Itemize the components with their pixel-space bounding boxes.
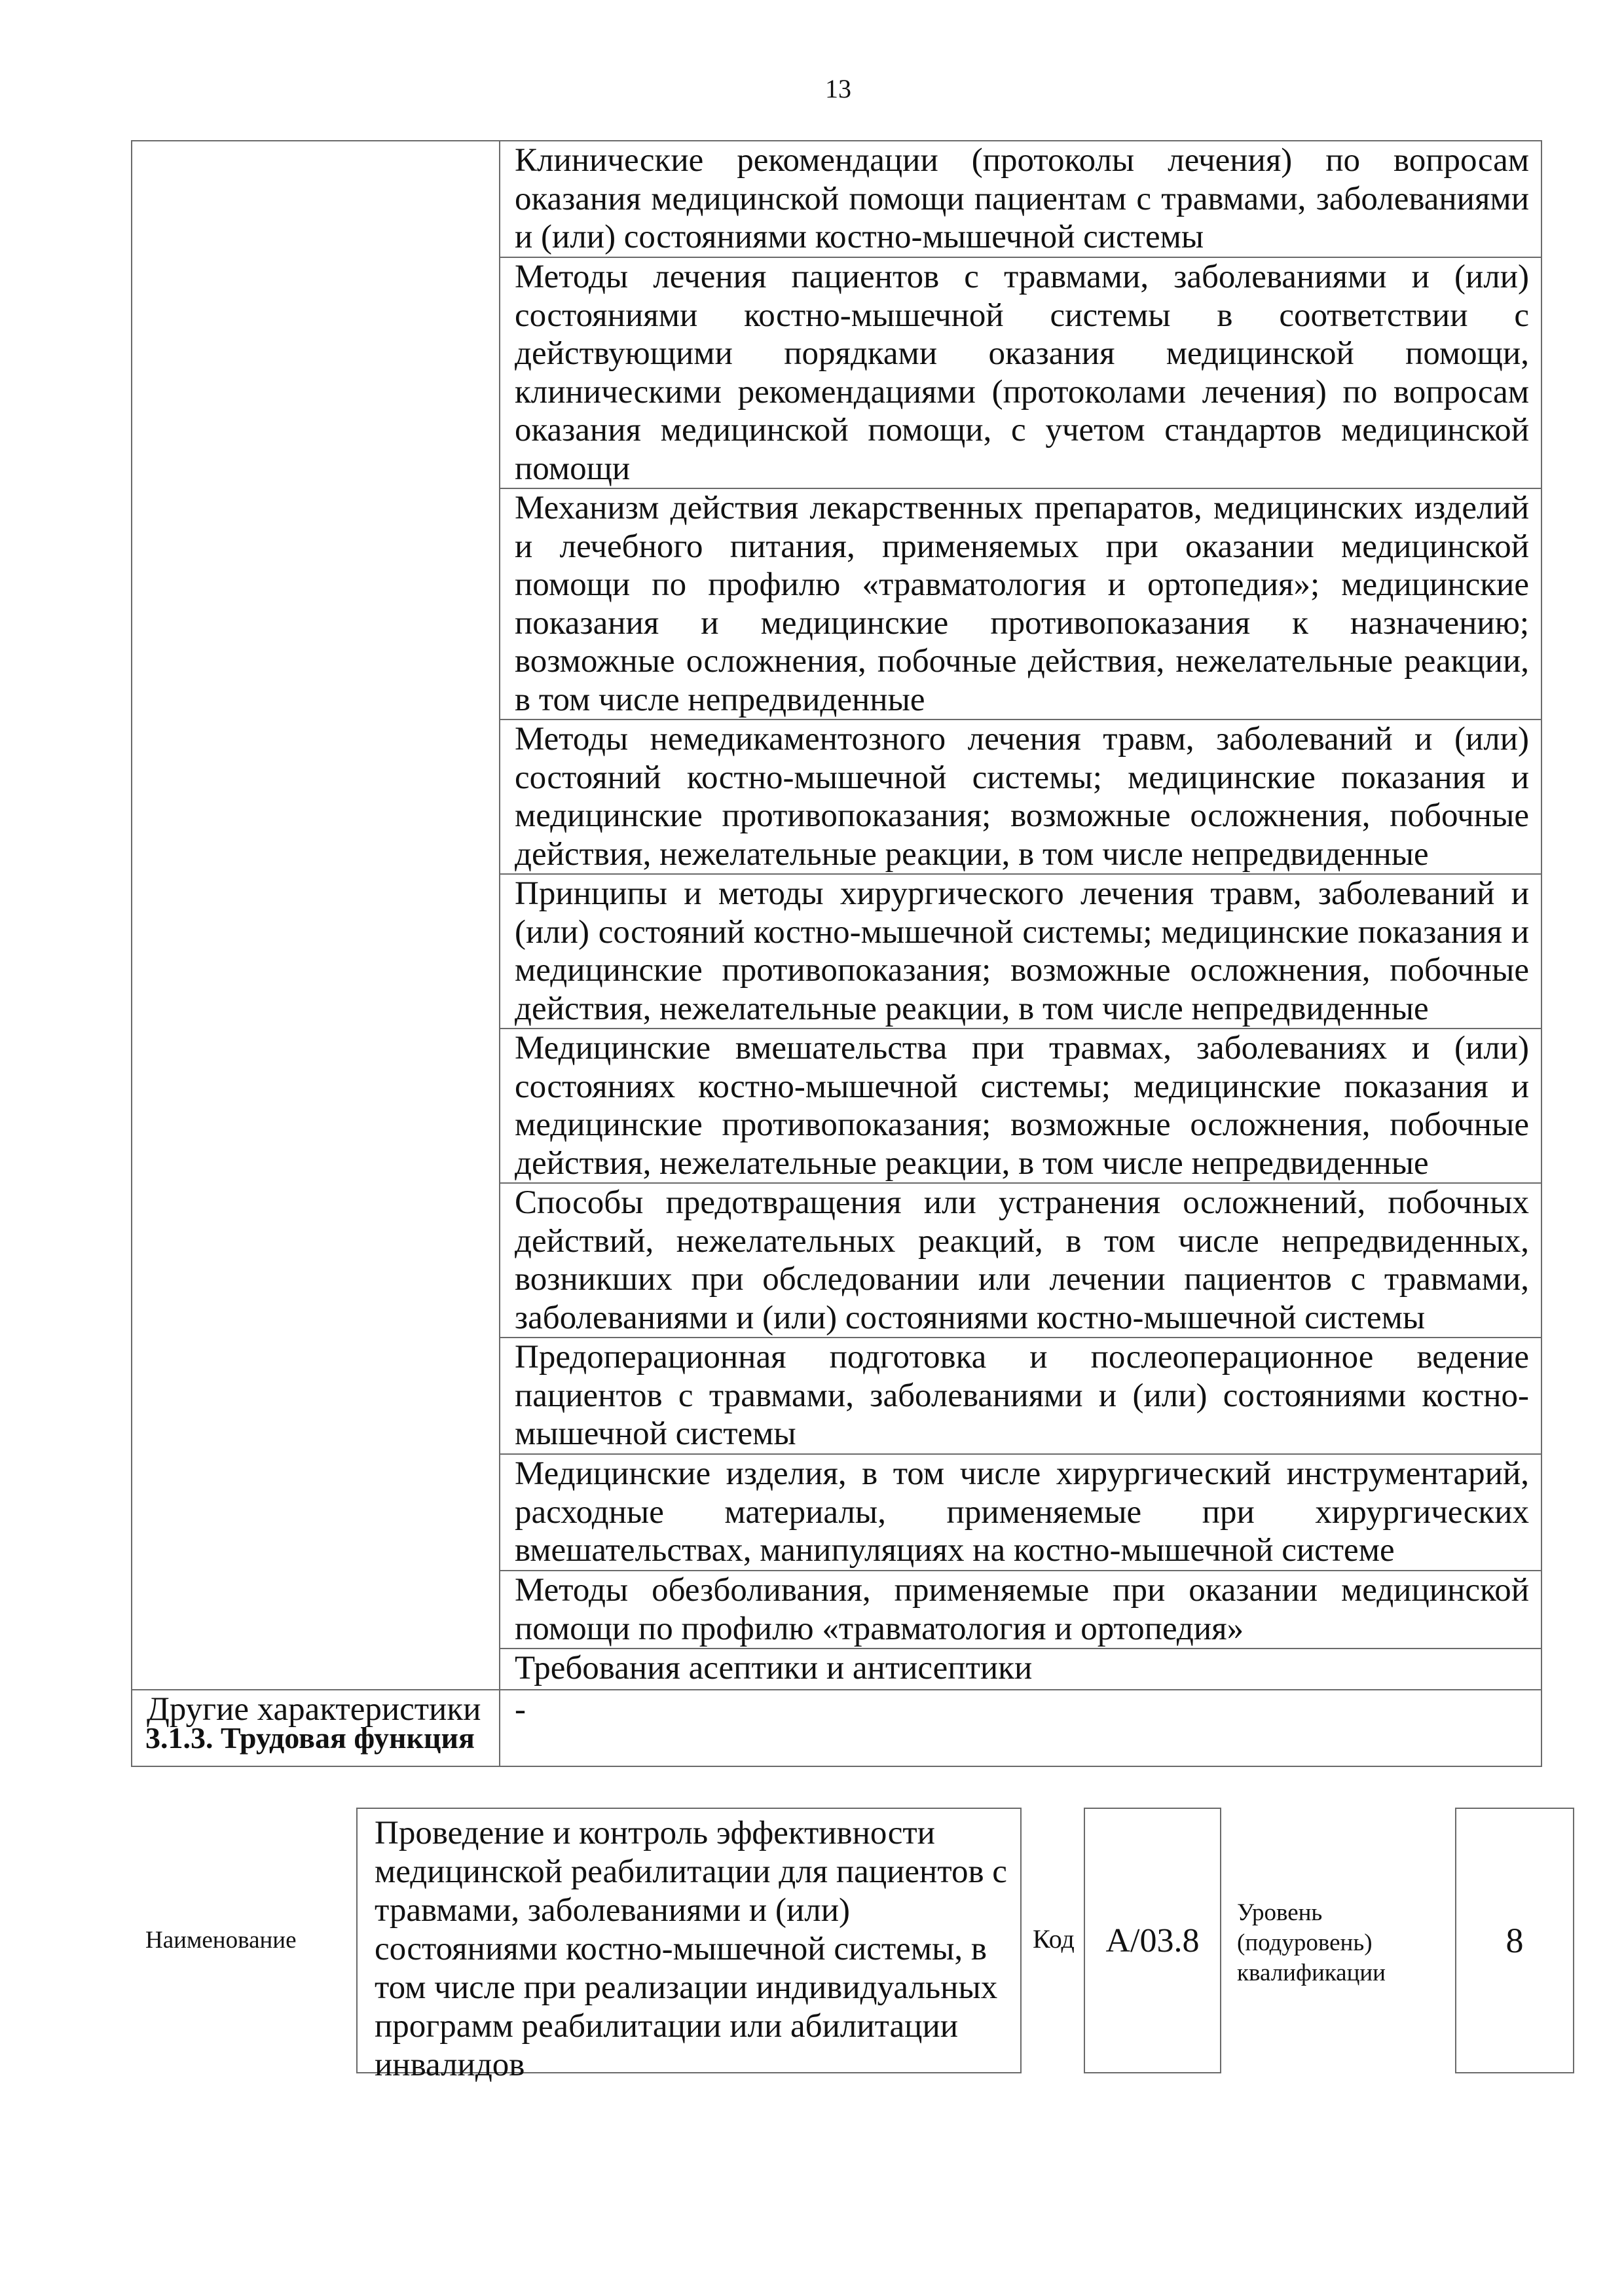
empty-cell [132, 1649, 500, 1690]
knowledge-cell: Медицинские вмешательства при травмах, заболеваниях и (или) состояниях костно-мышечной системы; медицинские показания и медицинские противопоказания; возможные осложнения, побочные действия, нежелательные реакции, в том числе непредвиденные [500, 1029, 1541, 1183]
table-row [132, 257, 1541, 488]
table-row [132, 1183, 1541, 1338]
table-row [132, 720, 1541, 874]
knowledge-cell: Предоперационная подготовка и послеоперационное ведение пациентов с травмами, заболеваниями и (или) состояниями костно-мышечной системы [500, 1338, 1541, 1454]
other-characteristics-label: Другие характеристики [132, 1690, 500, 1766]
table-row [132, 874, 1541, 1029]
table-row [132, 488, 1541, 720]
code-value-box: A/03.8 [1084, 1808, 1221, 2073]
code-label: Код [1033, 1924, 1075, 1954]
page-number: 13 [825, 74, 851, 103]
knowledge-cell: Медицинские изделия, в том числе хирургический инструментарий, расходные материалы, применяемые при хирургических вмешательствах, манипуляциях на костно-мышечной системе [500, 1454, 1541, 1571]
knowledge-cell: Требования асептики и антисептики [500, 1649, 1541, 1690]
table-row [132, 1029, 1541, 1183]
empty-cell [132, 720, 500, 874]
table-row [132, 1571, 1541, 1649]
other-characteristics-value: - [500, 1690, 1541, 1766]
section-heading: 3.1.3. Трудовая функция [145, 1721, 475, 1755]
knowledge-cell: Методы немедикаментозного лечения травм, заболеваний и (или) состояний костно-мышечной системы; медицинские показания и медицинские противопоказания; возможные осложнения, побочные действия, нежелательные реакции, в том числе непредвиденные [500, 720, 1541, 874]
empty-cell [132, 874, 500, 1029]
knowledge-cell: Принципы и методы хирургического лечения травм, заболеваний и (или) состояний костно-мышечной системы; медицинские показания и медицинские противопоказания; возможные осложнения, побочные действия, нежелательные реакции, в том числе непредвиденные [500, 874, 1541, 1029]
empty-cell [132, 488, 500, 720]
table-row [132, 141, 1541, 257]
qualification-level-box: 8 [1455, 1808, 1574, 2073]
knowledge-cell: Методы обезболивания, применяемые при оказании медицинской помощи по профилю «травматология и ортопедия» [500, 1571, 1541, 1649]
knowledge-cell: Механизм действия лекарственных препаратов, медицинских изделий и лечебного питания, применяемых при оказании медицинской помощи по профилю «травматология и ортопедия»; медицинские показания и медицинские противопоказания к назначению; возможные осложнения, побочные действия, нежелательные реакции, в том числе непредвиденные [500, 488, 1541, 720]
empty-cell [132, 1454, 500, 1571]
knowledge-cell: Методы лечения пациентов с травмами, заболеваниями и (или) состояниями костно-мышечной системы в соответствии с действующими порядками оказания медицинской помощи, клиническими рекомендациями (протоколами лечения) по вопросам оказания медицинской помощи, с учетом стандартов медицинской помощи [500, 257, 1541, 488]
empty-cell [132, 1183, 500, 1338]
empty-cell [132, 1029, 500, 1183]
table-row [132, 1649, 1541, 1690]
knowledge-cell: Клинические рекомендации (протоколы лечения) по вопросам оказания медицинской помощи пациентам с травмами, заболеваниями и (или) состояниями костно-мышечной системы [500, 141, 1541, 257]
function-name-box: Проведение и контроль эффективности медицинской реабилитации для пациентов с травмами, заболеваниями и (или) состояниями костно-мышечной системы, в том числе при реализации индивидуальных программ реабилитации или абилитации инвалидов [356, 1808, 1022, 2073]
table-row [132, 1338, 1541, 1454]
empty-cell [132, 141, 500, 257]
qualification-level-label: Уровень (подуровень) квалификации [1237, 1899, 1386, 1986]
knowledge-cell: Способы предотвращения или устранения осложнений, побочных действий, нежелательных реакций, в том числе непредвиденных, возникших при обследовании или лечении пациентов с травмами, заболеваниями и (или) состояниями костно-мышечной системы [500, 1183, 1541, 1338]
table-row [132, 1454, 1541, 1571]
knowledge-table [131, 140, 1542, 1767]
empty-cell [132, 1338, 500, 1454]
empty-cell [132, 257, 500, 488]
empty-cell [132, 1571, 500, 1649]
name-label: Наименование [145, 1927, 297, 1954]
